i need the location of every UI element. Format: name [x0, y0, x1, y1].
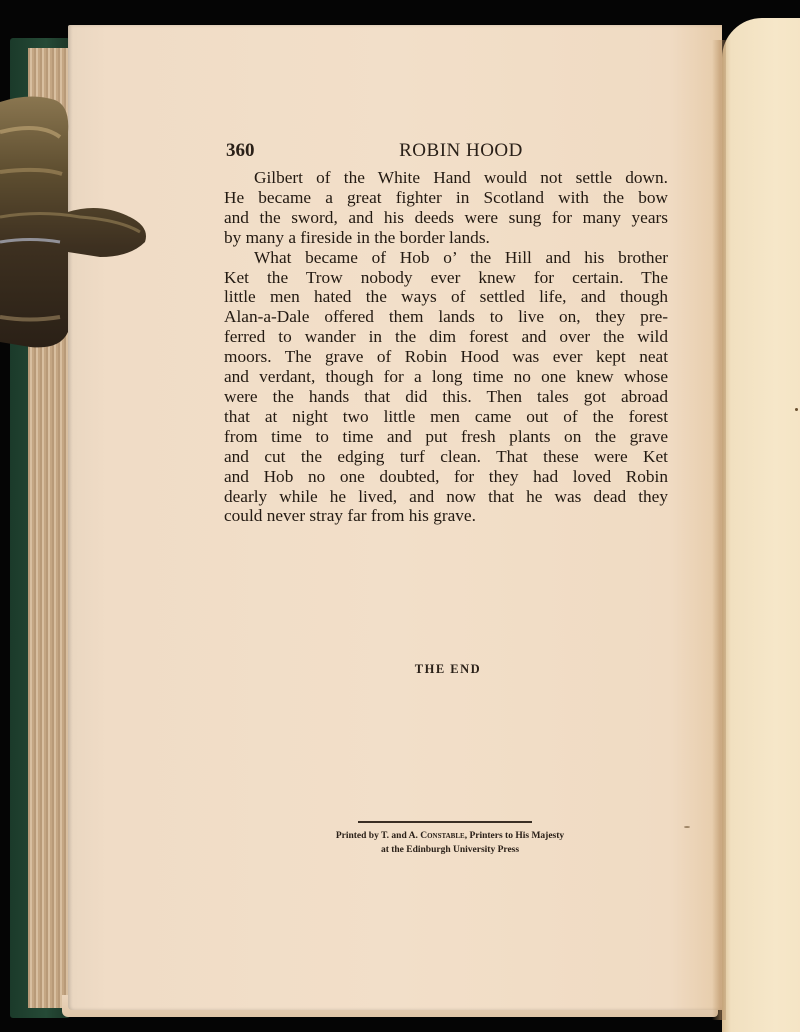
- text-line: and the sword, and his deeds were sung for many years: [224, 207, 668, 227]
- text-line: and verdant, though for a long time no one knew whose: [224, 367, 668, 387]
- text-line: that at night two little men came out of the forest: [224, 406, 668, 426]
- text-line: Alan-a-Dale offered them lands to live on, they pre-: [224, 307, 668, 327]
- text-line: Gilbert of the White Hand would not settle down.: [254, 168, 668, 187]
- text-line: Ket the Trow nobody ever knew for certain. The: [224, 267, 668, 287]
- text-line: by many a fireside in the border lands.: [224, 227, 490, 247]
- text-line: What became of Hob o’ the Hill and his brother: [254, 247, 668, 267]
- text-line: moors. The grave of Robin Hood was ever kept neat: [224, 347, 668, 367]
- running-title: ROBIN HOOD: [399, 140, 523, 161]
- text-line: and cut the edging turf clean. That these were Ket: [224, 446, 668, 466]
- paper-speck: [795, 408, 798, 411]
- printer-colophon: [300, 830, 600, 857]
- brass-page-clip-icon: [0, 92, 150, 352]
- text-line: were the hands that did this. Then tales got abroad: [224, 386, 668, 406]
- colophon-rule: [358, 821, 532, 823]
- text-line: dearly while he lived, and now that he was dead they: [224, 486, 668, 506]
- text-line: ferred to wander in the dim forest and over the wild: [224, 327, 668, 347]
- right-page: [722, 18, 800, 1032]
- text-line: and Hob no one doubted, for they had loved Robin: [224, 466, 668, 486]
- paragraph-2: [224, 248, 668, 527]
- text-line: from time to time and put fresh plants on the grave: [224, 426, 668, 446]
- text-line: He became a great fighter in Scotland with the bow: [224, 187, 668, 207]
- gutter-shadow: [712, 40, 726, 1020]
- paragraph-1: [224, 168, 668, 248]
- the-end-mark: THE END: [414, 662, 482, 676]
- text-line: little men hated the ways of settled life, and though: [224, 287, 668, 307]
- colophon-prefix: Printed by T. and A.: [335, 831, 421, 841]
- colophon-suffix: , Printers to His Majesty: [464, 831, 565, 841]
- paper-speck: [684, 826, 690, 828]
- colophon-line-2: at the Edinburgh University Press: [380, 844, 520, 855]
- text-line: could never stray far from his grave.: [224, 506, 476, 526]
- body-text: [224, 168, 668, 526]
- page-header: [226, 140, 666, 166]
- printer-name: Constable: [420, 831, 465, 841]
- colophon-line-1: [300, 830, 600, 844]
- page-number: 360: [226, 140, 255, 161]
